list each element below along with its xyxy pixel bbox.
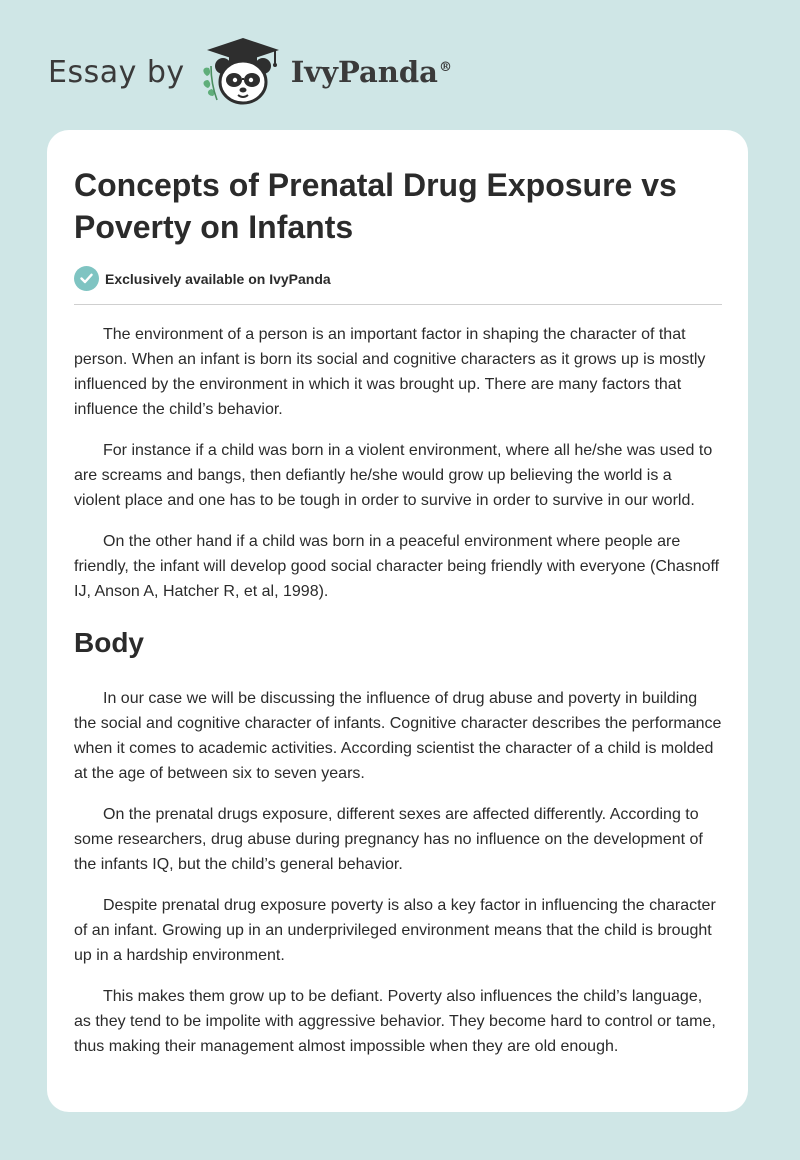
exclusive-badge xyxy=(74,266,722,291)
intro-paragraph: The environment of a person is an important factor in shaping the character of that person. When an infant is born its social and cognitive characters as it grows up is mostly influenced by the environment in which it was brought up. There are many factors that influence the child’s behavior. xyxy=(74,326,706,418)
body-paragraph: In our case we will be discussing the influence of drug abuse and poverty in building the social and cognitive character of infants. Cognitive character describes the performance when it comes to academic activities. According scientist the character of a child is molded at the age of between six to seven years. xyxy=(74,690,722,782)
body-paragraph: This makes them grow up to be defiant. Poverty also influences the child’s language, as they tend to be impolite with aggressive behavior. They become hard to control or tame, thus making their management almost impossible when they are old enough. xyxy=(74,988,716,1055)
divider xyxy=(74,304,722,305)
section-heading-body: Body xyxy=(74,627,144,658)
essay-by-label: Essay by xyxy=(48,54,185,90)
site-header xyxy=(48,36,452,108)
panda-graduate-icon[interactable] xyxy=(199,36,287,108)
check-circle-icon xyxy=(74,266,99,291)
intro-paragraph: On the other hand if a child was born in a peaceful environment where people are friendly, the infant will develop good social character being friendly with everyone (Chasnoff IJ, Anson A, Hatcher R, et al, 1998). xyxy=(74,533,720,600)
intro-paragraph: For instance if a child was born in a violent environment, where all he/she was used to are screams and bangs, then defiantly he/she would grow up believing the world is a violent place and one has to be tough in order to survive in order to survive in our world. xyxy=(74,442,713,509)
brand-name[interactable]: IvyPanda® xyxy=(290,55,452,89)
registered-mark: ® xyxy=(438,60,452,76)
body-paragraph: On the prenatal drugs exposure, different sexes are affected differently. According to some researchers, drug abuse during pregnancy has no influence on the development of the infants IQ, but the child’s general behavior. xyxy=(74,806,703,873)
essay-card xyxy=(47,130,748,1112)
exclusive-label: Exclusively available on IvyPanda xyxy=(105,270,331,287)
body-paragraph: Despite prenatal drug exposure poverty is also a key factor in influencing the character of an infant. Growing up in an underprivileged environment means that the child is brought up in a hardship environment. xyxy=(74,897,716,964)
page-title: Concepts of Prenatal Drug Exposure vs Poverty on Infants xyxy=(74,167,677,245)
